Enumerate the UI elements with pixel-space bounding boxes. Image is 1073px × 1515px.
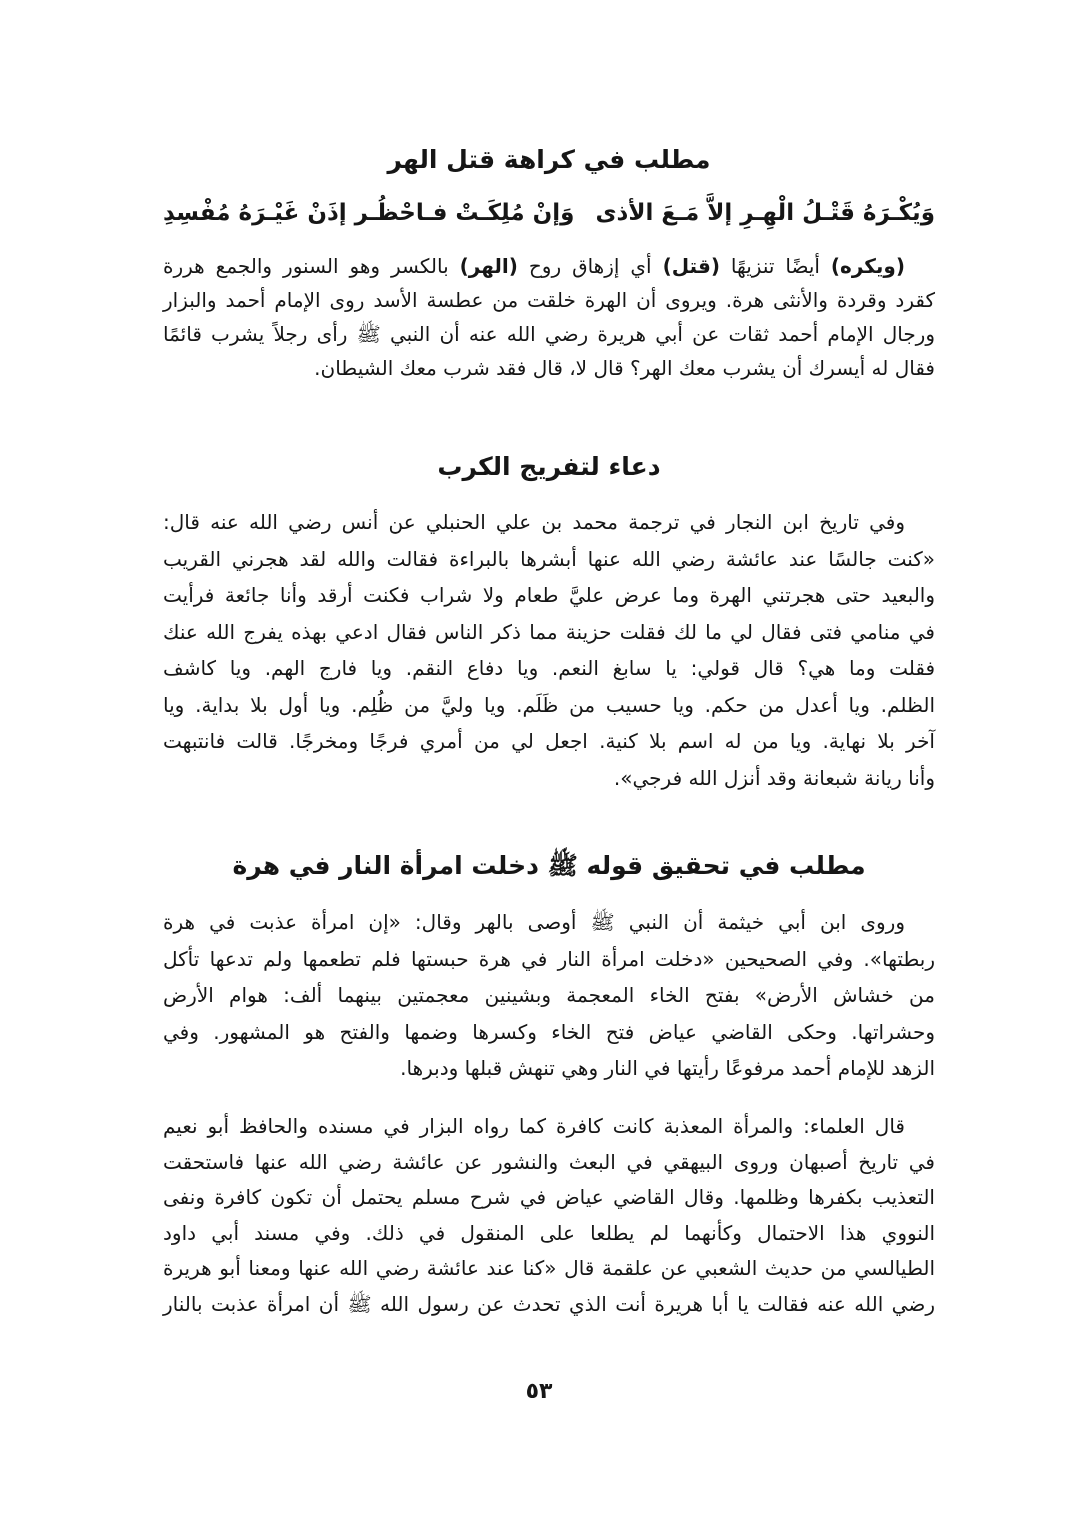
paragraph-line: آخر بلا نهاية. ويا من له اسم بلا كنية. اجعل لي من أمري فرجًا ومخرجًا. قالت فانتبهت	[163, 729, 935, 753]
verse-second-hemistich: وَإنْ مُلِكَـتْ فـاحْظُـر إذَنْ غَيْـرَهُ مُفْسِدِ	[163, 200, 575, 226]
bold-term: (قتل)	[662, 254, 720, 278]
paragraph-line: كقرد وقردة والأنثى هرة. ويروى أن الهرة خلقت من عطسة الأسد روى الإمام أحمد والبزار	[163, 288, 935, 312]
paragraph-line: «كنت جالسًا عند عائشة رضي الله عنها أبشرها بالبراءة فقالت والله لقد هجرني القريب	[163, 546, 935, 571]
paragraph-commentary	[163, 249, 935, 385]
bold-term: (ويكره)	[830, 254, 906, 278]
paragraph-line: وروى ابن أبي خيثمة أن النبي ﷺ أوصى بالهر وقال: «إن امرأة عذبت في هرة	[163, 910, 905, 934]
paragraph-line: الزهد للإمام أحمد مرفوعًا رأيتها في النار وهي تنهش قبلها ودبرها.	[400, 1056, 935, 1080]
paragraph-line: فقلت وما هي؟ قال قولي: يا سابغ النعم. ويا دفاع النقم. ويا فارج الهم. ويا كاشف	[163, 656, 935, 680]
paragraph-hadith	[163, 904, 935, 1087]
paragraph-line: ورجال الإمام أحمد ثقات عن أبي هريرة رضي الله عنه أن النبي ﷺ رأى رجلاً يشرب قائمًا	[163, 322, 935, 346]
page-number: ٥٣	[525, 1379, 553, 1404]
paragraph-line	[163, 249, 935, 283]
paragraph-supplication	[163, 504, 935, 796]
text-run: أيضًا تنزيهًا	[730, 254, 820, 278]
paragraph-line: في تاريخ أصبهان وروى البيهقي في البعث والنشور عن عائشة رضي الله عنها فاستحقت	[163, 1149, 935, 1174]
paragraph-line: والبعيد حتى هجرتني الهرة وما عرض عليَّ طعام ولا شراب فكنت أرقد وأنا جائعة فرأيت	[163, 583, 935, 607]
paragraph-line: التعذيب بكفرها وظلمها. وقال القاضي عياض في شرح مسلم يحتمل أن تكون كافرة ونفى	[163, 1185, 935, 1210]
section-heading-cat-killing: مطلب في كراهة قتل الهر	[387, 145, 711, 174]
section-heading-woman-and-cat: مطلب في تحقيق قوله ﷺ دخلت امرأة النار في هرة	[232, 851, 866, 880]
section-heading-supplication: دعاء لتفريج الكرب	[437, 452, 661, 481]
paragraph-line: في منامي فتى فقال لي ما لك فقلت حزينة مما ذكر الناس فقال ادعي بهذه يفرج الله عنك	[163, 619, 935, 644]
text-run: أي إزهاق روح	[528, 254, 652, 278]
paragraph-line: قال العلماء: والمرأة المعذبة كانت كافرة كما رواه البزار في مسنده والحافظ أبو نعيم	[163, 1114, 905, 1138]
paragraph-line: من خشاش الأرض» بفتح الخاء المعجمة وبشينين معجمتين بينهما ألف: هوام الأرض	[163, 983, 935, 1007]
verse-line	[163, 193, 935, 233]
paragraph-line: وحشراتها. وحكى القاضي عياض فتح الخاء وكسرها وضمها والفتح هو المشهور. وفي	[163, 1019, 935, 1044]
text-run: بالكسر وهو السنور والجمع هررة	[163, 254, 449, 278]
paragraph-line: وأنا ريانة شبعانة وقد أنزل الله فرجي».	[613, 765, 935, 790]
paragraph-line: النووي هذا الاحتمال وكأنهما لم يطلعا على المنقول في ذلك. وفي مسند أبي داود	[163, 1220, 935, 1245]
paragraph-line: وفي تاريخ ابن النجار في ترجمة محمد بن علي الحنبلي عن أنس رضي الله عنه قال:	[163, 510, 905, 534]
bold-term: (الهر)	[459, 254, 518, 278]
paragraph-line: الظلم. ويا أعدل من حكم. ويا حسيب من ظَلَم. ويا وليَّ من ظُلِم. ويا أول بلا بداية. ويا	[163, 692, 935, 717]
paragraph-scholars	[163, 1109, 935, 1323]
paragraph-line: ربطتها». وفي الصحيحين «دخلت امرأة النار في هرة حبستها فلم تطعمها ولم تدعها تأكل	[163, 946, 935, 971]
paragraph-line: فقال له أيسرك أن يشرب معك الهر؟ قال لا، قال فقد شرب معك الشيطان.	[314, 356, 935, 380]
paragraph-line: رضي الله عنه فقالت يا أبا هريرة أنت الذي تحدث عن رسول الله ﷺ أن امرأة عذبت بالنار	[163, 1291, 935, 1316]
paragraph-line: الطيالسي من حديث الشعبي عن علقمة قال «كنا عند عائشة رضي الله عنها ومعنا أبو هريرة	[163, 1256, 935, 1281]
verse-first-hemistich: وَيُكْـرَهُ قَتْـلُ الْهِـرِ إلاَّ مَـعَ الأذى	[595, 200, 935, 226]
